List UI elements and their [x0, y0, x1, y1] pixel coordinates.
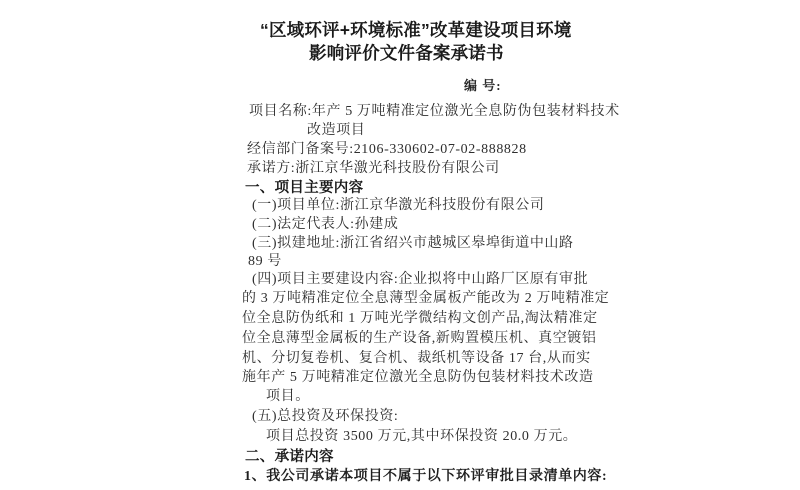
item-3-address-line-1: (三)拟建地址:浙江省绍兴市越城区皋埠街道中山路	[252, 236, 574, 251]
section2-heading: 二、承诺内容	[245, 449, 334, 465]
section1-heading: 一、项目主要内容	[245, 180, 364, 196]
item-4-content-line-3: 位全息防伪纸和 1 万吨光学微结构文创产品,淘汰精准定	[242, 311, 598, 326]
item-4-content-line-5: 机、分切复卷机、复合机、裁纸机等设备 17 台,从而实	[242, 351, 591, 366]
item-4-content-line-4: 位全息薄型金属板的生产设备,新购置模压机、真空镀铝	[242, 331, 597, 346]
commitment-item-1: 1、我公司承诺本项目不属于以下环评审批目录清单内容:	[244, 469, 608, 484]
item-4-content-line-6: 施年产 5 万吨精准定位激光全息防伪包装材料技术改造	[242, 370, 594, 385]
item-3-address-line-2: 89 号	[248, 254, 282, 269]
item-5-investment-detail: 项目总投资 3500 万元,其中环保投资 20.0 万元。	[266, 429, 578, 444]
item-1-project-unit: (一)项目单位:浙江京华激光科技股份有限公司	[252, 198, 545, 213]
project-name-line-2: 改造项目	[307, 123, 366, 138]
item-2-legal-representative: (二)法定代表人:孙建成	[252, 217, 399, 232]
document-title-line-2: 影响评价文件备案承诺书	[309, 43, 504, 63]
promisor-line: 承诺方:浙江京华激光科技股份有限公司	[247, 161, 500, 176]
item-4-content-line-2: 的 3 万吨精准定位全息薄型金属板产能改为 2 万吨精准定	[242, 291, 610, 306]
record-number-line: 经信部门备案号:2106-330602-07-02-888828	[247, 142, 527, 157]
item-4-content-line-7: 项目。	[266, 389, 310, 404]
document-title-line-1: “区域环评+环境标准”改革建设项目环境	[260, 20, 572, 40]
item-5-investment-heading: (五)总投资及环保投资:	[252, 409, 399, 424]
project-name-line-1: 项目名称:年产 5 万吨精准定位激光全息防伪包装材料技术	[249, 104, 620, 119]
serial-number-label: 编 号:	[464, 78, 502, 93]
item-4-content-line-1: (四)项目主要建设内容:企业拟将中山路厂区原有审批	[252, 272, 589, 287]
